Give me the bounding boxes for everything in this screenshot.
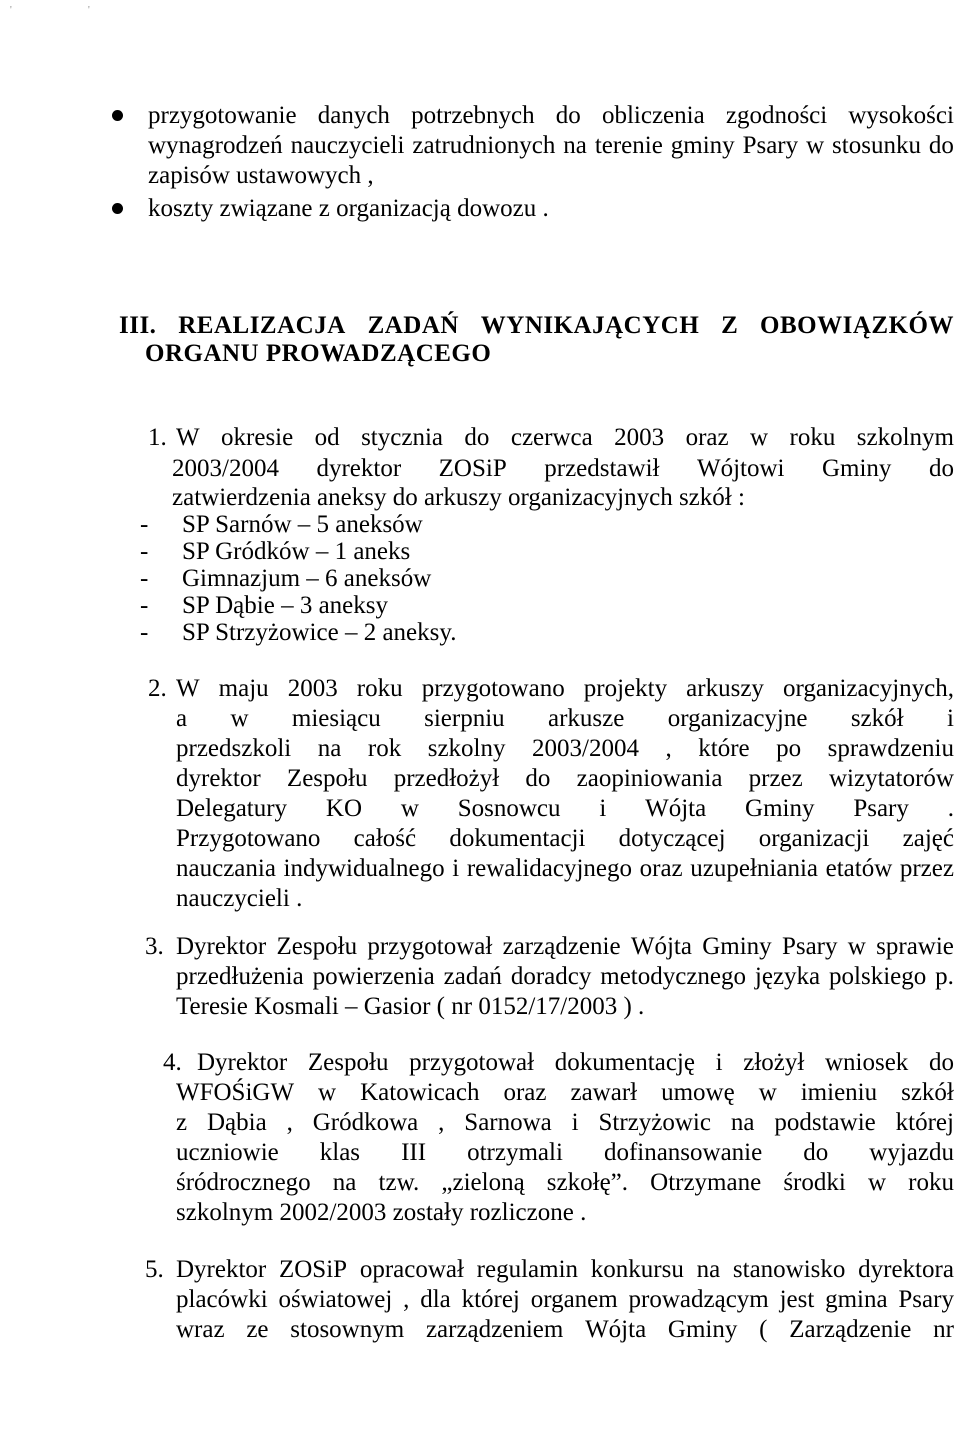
item-line xyxy=(176,764,954,794)
word: WYNIKAJĄCYCH xyxy=(480,312,700,339)
word: Gminy xyxy=(702,933,772,960)
word: gmina xyxy=(825,1286,888,1313)
item-line xyxy=(197,1048,954,1078)
word: dyrektor xyxy=(316,455,402,482)
item-line: szkolnym 2002/2003 zostały rozliczone . xyxy=(176,1199,587,1226)
word: przez xyxy=(899,855,954,882)
word: do xyxy=(803,1139,829,1166)
word: p. xyxy=(935,963,954,990)
word: nauczycieli xyxy=(290,132,405,159)
word: rewalidacyjnego xyxy=(466,855,633,882)
item-line xyxy=(176,962,954,992)
word: i xyxy=(571,1109,579,1136)
bullet-icon xyxy=(112,203,123,214)
word: do xyxy=(464,424,490,451)
word: Dyrektor xyxy=(176,1256,267,1283)
word: w xyxy=(806,132,825,159)
word: na xyxy=(563,132,587,159)
word: do xyxy=(555,102,581,129)
item-line xyxy=(172,454,954,484)
word: przedłożył xyxy=(393,765,500,792)
word: ( xyxy=(759,1316,768,1343)
word: uzupełniania xyxy=(690,855,818,882)
word: przedszkoli xyxy=(176,735,292,762)
word: 2003 xyxy=(287,675,338,702)
word: , xyxy=(665,735,672,762)
word: wynagrodzeń xyxy=(148,132,283,159)
word: przygotował xyxy=(367,933,493,960)
word: nr xyxy=(933,1316,954,1343)
item-line xyxy=(176,932,954,962)
word: organizacyjnych, xyxy=(782,675,954,702)
word: zawarł xyxy=(570,1079,638,1106)
word: przedłużenia xyxy=(176,963,304,990)
word: Sosnowcu xyxy=(457,795,561,822)
scan-mark: ' xyxy=(10,5,12,16)
word: Psary xyxy=(742,132,799,159)
word: sprawie xyxy=(876,933,954,960)
word: z xyxy=(176,1109,188,1136)
word: której xyxy=(895,1109,954,1136)
word: w xyxy=(400,795,419,822)
word: i xyxy=(715,1049,723,1076)
word: stosownym xyxy=(290,1316,405,1343)
item-number: 4. xyxy=(163,1049,182,1076)
word: i xyxy=(599,795,607,822)
word: , xyxy=(438,1109,445,1136)
word: które xyxy=(698,735,750,762)
word: gminy xyxy=(670,132,735,159)
word: Gminy xyxy=(667,1316,738,1343)
word: od xyxy=(314,424,340,451)
word: okresie xyxy=(221,424,294,451)
item-line: Teresie Kosmali – Gasior ( nr 0152/17/2003 ) . xyxy=(176,993,645,1020)
word: i xyxy=(452,855,460,882)
word: Wójta xyxy=(630,933,692,960)
word: wraz xyxy=(176,1316,225,1343)
word: Delegatury xyxy=(176,795,288,822)
word: potrzebnych xyxy=(411,102,535,129)
word: . xyxy=(947,795,954,822)
dash-bullet: - xyxy=(140,511,149,538)
word: zarządzenie xyxy=(502,933,621,960)
word: roku xyxy=(908,1169,954,1196)
word: ze xyxy=(246,1316,269,1343)
bullet-line: koszty związane z organizacją dowozu . xyxy=(148,195,549,222)
word: polskiego xyxy=(829,963,927,990)
word: W xyxy=(176,424,200,451)
word: KO xyxy=(325,795,362,822)
dash-bullet: - xyxy=(140,592,149,619)
dash-bullet: - xyxy=(140,538,149,565)
word: otrzymali xyxy=(467,1139,563,1166)
dash-list-item: Gimnazjum – 6 aneksów xyxy=(182,565,432,592)
word: Strzyżowic xyxy=(598,1109,711,1136)
word: klas xyxy=(319,1139,361,1166)
item-number: 5. xyxy=(145,1256,164,1283)
word: i xyxy=(946,705,954,732)
item-line xyxy=(176,1138,954,1168)
bullet-line xyxy=(148,131,954,161)
word: miesiącu xyxy=(291,705,381,732)
word: W xyxy=(176,675,200,702)
word: w xyxy=(318,1079,337,1106)
word: zadań xyxy=(443,963,502,990)
word: metodycznego xyxy=(600,963,747,990)
word: Gródkowa xyxy=(312,1109,419,1136)
word: przedstawił xyxy=(544,455,660,482)
word: Zarządzenie xyxy=(789,1316,912,1343)
word: śródrocznego xyxy=(176,1169,311,1196)
word: REALIZACJA xyxy=(178,312,346,339)
item-line xyxy=(176,423,954,453)
word: jest xyxy=(779,1286,815,1313)
word: szkolnym xyxy=(856,424,954,451)
word: Zespołu xyxy=(286,765,368,792)
word: 2003/2004 xyxy=(172,455,279,482)
word: III. xyxy=(119,312,157,339)
word: oraz xyxy=(503,1079,547,1106)
word: indywidualnego xyxy=(283,855,445,882)
item-line xyxy=(176,1315,954,1345)
word: arkuszy xyxy=(686,675,764,702)
word: całość xyxy=(353,825,417,852)
word: w xyxy=(867,1169,887,1196)
word: zajęć xyxy=(902,825,954,852)
item-line xyxy=(176,1108,954,1138)
word: w xyxy=(758,1079,777,1106)
word: na xyxy=(332,1169,357,1196)
word: ZOSiP xyxy=(278,1256,348,1283)
word: wniosek xyxy=(824,1049,909,1076)
section-heading xyxy=(119,311,954,341)
word: stanowisko xyxy=(732,1256,846,1283)
word: rok xyxy=(367,735,402,762)
word: roku xyxy=(356,675,403,702)
word: tzw. xyxy=(378,1169,420,1196)
word: zatrudnionych xyxy=(412,132,556,159)
word: 2003/2004 xyxy=(532,735,639,762)
word: Gminy xyxy=(745,795,815,822)
word: dokumentacji xyxy=(449,825,586,852)
word: Katowicach xyxy=(360,1079,480,1106)
word: ZOSiP xyxy=(438,455,507,482)
item-number: 2. xyxy=(148,675,167,702)
word: zgodności xyxy=(725,102,828,129)
item-line xyxy=(176,854,954,884)
word: prowadzącym xyxy=(628,1286,769,1313)
item-line xyxy=(176,1078,954,1108)
word: dofinansowanie xyxy=(603,1139,763,1166)
word: umowę xyxy=(661,1079,735,1106)
word: przez xyxy=(748,765,803,792)
word: imieniu xyxy=(800,1079,878,1106)
item-line xyxy=(176,794,954,824)
word: wysokości xyxy=(848,102,954,129)
word: powierzenia xyxy=(312,963,435,990)
item-line xyxy=(176,1255,954,1285)
word: w xyxy=(230,705,249,732)
word: organizacyjne xyxy=(667,705,808,732)
word: stosunku xyxy=(832,132,921,159)
word: Psary xyxy=(853,795,909,822)
word: ZADAŃ xyxy=(367,312,459,339)
word: a xyxy=(176,705,188,732)
word: danych xyxy=(317,102,390,129)
word: złożył xyxy=(743,1049,805,1076)
bullet-line xyxy=(148,101,954,131)
word: szkół xyxy=(901,1079,954,1106)
item-line xyxy=(176,1285,954,1315)
bullet-line: zapisów ustawowych , xyxy=(148,162,374,189)
item-line xyxy=(176,674,954,704)
word: w xyxy=(750,424,769,451)
word: Sarnowa xyxy=(464,1109,552,1136)
word: dotyczącej xyxy=(618,825,726,852)
word: dokumentację xyxy=(554,1049,695,1076)
word: Z xyxy=(721,312,739,339)
word: projekty xyxy=(583,675,668,702)
dash-list-item: SP Sarnów – 5 aneksów xyxy=(182,511,423,538)
word: szkolny xyxy=(427,735,506,762)
word: przygotowano xyxy=(421,675,565,702)
word: arkusze xyxy=(548,705,625,732)
item-number: 3. xyxy=(145,933,164,960)
word: Wójta xyxy=(645,795,707,822)
word: Dyrektor xyxy=(197,1049,288,1076)
word: do xyxy=(525,765,551,792)
word: , xyxy=(403,1286,410,1313)
word: 2003 xyxy=(614,424,665,451)
word: obliczenia xyxy=(601,102,705,129)
word: Zespołu xyxy=(307,1049,389,1076)
word: Psary xyxy=(781,933,838,960)
item-line xyxy=(176,704,954,734)
word: regulamin xyxy=(476,1256,579,1283)
dash-bullet: - xyxy=(140,619,149,646)
word: wyjazdu xyxy=(869,1139,954,1166)
item-line xyxy=(176,734,954,764)
word: dla xyxy=(420,1286,451,1313)
word: podstawie xyxy=(774,1109,876,1136)
word: roku xyxy=(789,424,836,451)
word: opracował xyxy=(359,1256,464,1283)
word: Gminy xyxy=(821,455,892,482)
word: stycznia xyxy=(361,424,443,451)
word: sierpniu xyxy=(424,705,505,732)
word: Otrzymane xyxy=(650,1169,762,1196)
word: „zieloną xyxy=(441,1169,525,1196)
word: sprawdzeniu xyxy=(827,735,954,762)
word: organizacji xyxy=(758,825,870,852)
word: uczniowie xyxy=(176,1139,279,1166)
word: WFOŚiGW xyxy=(176,1079,295,1106)
word: przygotowanie xyxy=(148,102,297,129)
word: języka xyxy=(754,963,821,990)
word: Wójta xyxy=(585,1316,647,1343)
word: w xyxy=(847,933,866,960)
section-heading: ORGANU PROWADZĄCEGO xyxy=(145,340,492,367)
word: terenie xyxy=(594,132,663,159)
word: Psary xyxy=(898,1286,954,1313)
word: etatów xyxy=(825,855,893,882)
word: do xyxy=(928,455,954,482)
word: doradcy xyxy=(510,963,592,990)
word: dyrektora xyxy=(858,1256,954,1283)
word: oraz xyxy=(639,855,683,882)
word: przygotował xyxy=(409,1049,535,1076)
word: zarządzeniem xyxy=(425,1316,564,1343)
scan-mark: ' xyxy=(88,5,90,16)
item-line xyxy=(176,1168,954,1198)
word: organem xyxy=(530,1286,618,1313)
word: III xyxy=(401,1139,427,1166)
word: do xyxy=(928,1049,954,1076)
word: na xyxy=(696,1256,721,1283)
item-line: zatwierdzenia aneksy do arkuszy organizacyjnych szkół : xyxy=(172,484,745,511)
word: środki xyxy=(783,1169,846,1196)
word: której xyxy=(461,1286,520,1313)
word: na xyxy=(317,735,342,762)
word: zaopiniowania xyxy=(576,765,723,792)
dash-bullet: - xyxy=(140,565,149,592)
word: Dyrektor xyxy=(176,933,267,960)
word: oraz xyxy=(685,424,729,451)
word: nauczania xyxy=(176,855,276,882)
word: szkołę”. xyxy=(546,1169,629,1196)
dash-list-item: SP Dąbie – 3 aneksy xyxy=(182,592,388,619)
item-number: 1. xyxy=(148,424,167,451)
word: do xyxy=(928,132,954,159)
item-line: nauczycieli . xyxy=(176,885,303,912)
bullet-icon xyxy=(112,110,123,121)
word: oświatowej xyxy=(278,1286,393,1313)
word: OBOWIĄZKÓW xyxy=(760,312,954,339)
dash-list-item: SP Gródków – 1 aneks xyxy=(182,538,411,565)
word: dyrektor xyxy=(176,765,261,792)
item-line xyxy=(176,824,954,854)
word: konkursu xyxy=(590,1256,684,1283)
word: wizytatorów xyxy=(828,765,954,792)
word: , xyxy=(286,1109,293,1136)
word: maju xyxy=(218,675,269,702)
word: po xyxy=(776,735,802,762)
word: czerwca xyxy=(510,424,593,451)
word: szkół xyxy=(850,705,904,732)
word: na xyxy=(730,1109,755,1136)
word: Przygotowano xyxy=(176,825,321,852)
word: Zespołu xyxy=(276,933,358,960)
word: Wójtowi xyxy=(696,455,785,482)
word: placówki xyxy=(176,1286,268,1313)
dash-list-item: SP Strzyżowice – 2 aneksy. xyxy=(182,619,457,646)
word: Dąbia xyxy=(207,1109,267,1136)
